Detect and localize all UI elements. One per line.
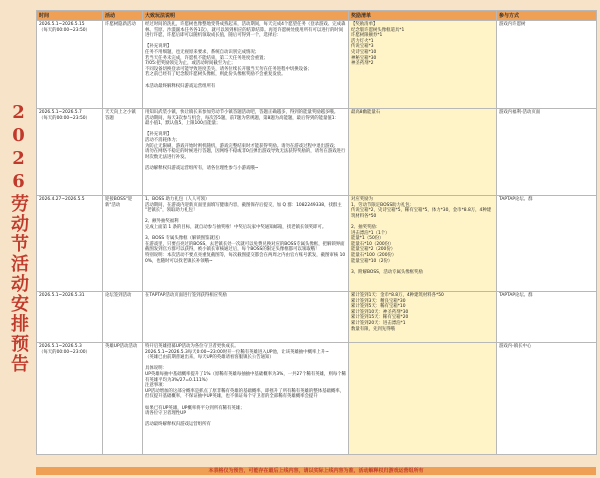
cell-description: 1、BOSS 助力礼包（人人可领） 活动期间，在游戏内迎新页面里面填写健康内容，截图保存后提交，加 Q 群：1082249338，找群主 "老镇长"，领取助力礼包！ 2、额外抽奖福利 完成上面第 1 条的目标，就自动参与抽奖啦！中奖后玩家中奖通知邮箱，找老镇长领奖即可。 3、BOSS 专属头像框（解锁图鉴就送） 在游戏里，只要点亮过的BOSS，去老镇长处一次就可以免费兑换对应的BOSS专属头像框，把解锁界面截图发到官方群可以获得，被小镇长审核通过后，每个BOSS的限定头像框都可以领取哦！ 特别说明：本次活动不要点亮重复截图等，每次截图提交都会在两周之内由官方账号派发，截图审核 100%，也随时可以找老镇长补领哦~ — [143, 196, 349, 292]
cell-activity: 论坛签到活动 — [103, 292, 143, 343]
header-activity: 活动 — [103, 11, 143, 21]
header-participation: 参与方式 — [497, 11, 597, 21]
cell-participation: 游戏内-镇长中心 — [497, 343, 597, 455]
cell-time: 2026.5.1~2026.5.31 — [37, 292, 103, 343]
cell-participation: TAPTAP论坛、群 — [497, 196, 597, 292]
cell-rewards — [349, 343, 497, 455]
cell-participation: TAPTAP论坛、群 — [497, 292, 597, 343]
schedule-table — [36, 10, 597, 455]
side-title-panel — [2, 12, 34, 464]
cell-activity: 天天向上之小镇答题 — [103, 109, 143, 196]
table-row — [37, 21, 597, 109]
cell-time: 2026.5.1~2026.5.7 （每天的00:00~23:50） — [37, 109, 103, 196]
cell-description: 在TAPTAP活动页面进行签到获得相应奖励 — [143, 292, 349, 343]
cell-description: 经过时间的洗礼，许愿树也像整地变得成熟起来，活动期间，每天完成4个愿望任务（登录游戏、完成森林、雪原、沙漠副本任务各1次），就可以领到相应的结算结算。再宽许愿树处使用所有可以进行的时间进行许愿，许愿后即可以随机领取成长值，随后可得到一个，选择后： 【补充说明】 任务不用细题，也无视原来要求，系统自动识别完成情况； 若当天任务未完成，许愿机不能结束，第二天任务进度会重置； 7/05:把奖励领完为止，或活动时间截至为止； 不同设备切换登录可能导致进度丢失，请务位续长开服当天勿在任务进程中切换设备； 若之前已经有了纪念版许愿树头像框，则此份头像框奖励不会重复发放。 本活动最终解释权归游戏运营组所有 — [143, 21, 349, 109]
cell-activity: 英雄UP活动活动 — [103, 343, 143, 455]
cell-participation: 游戏内福利-活动页面 — [497, 109, 597, 196]
cell-activity: 许愿树隐新活动 — [103, 21, 143, 109]
cell-rewards: 对应奖励为 1、劳动节限定BOSS助力礼包： 传说宝箱*2，史诗宝箱*5，稀有宝箱*5，体力*30，金币*8.8万，4种建筑材料各*50 2、抽奖奖励： 进击漂泊*1（1个） 能量*1（50份） 能量石*10（200份） 能量宝箱*2（200份） 能量石*100（200份） 能量宝箱*10（2份） 3、附解BOSS，活动专属头像框奖励 — [349, 196, 497, 292]
table-row — [37, 196, 597, 292]
header-time: 时间 — [37, 11, 103, 21]
cell-participation: 游戏内许愿树 — [497, 21, 597, 109]
cell-time: 2026.5.1~2026.5.3 （每天的00:00~23:00） — [37, 343, 103, 455]
side-title: 2026劳动节活动安排预告 — [8, 102, 29, 374]
cell-rewards: 最高8幽能量石 — [349, 109, 497, 196]
footer-note: 本表格仅为预告，可能存在最后上线内容，请以实际上线内容为准，活动解释权归游戏运营组所有 — [36, 467, 596, 475]
header-rewards: 奖励清单 — [349, 11, 497, 21]
table-row — [37, 292, 597, 343]
table-row — [37, 343, 597, 455]
cell-description: 特开启英雄招募UP活动为各位守卫者更快成长。 2026.5.1~2026.5.3每天0:00~23:00时开一位稀有英雄进入UP池，让该英雄抽中概率上升~ （英雄已由前期普通出来，每天UP的英雄请看客服镇长公告通知） 具体说明： UP英雄每抽中基础概率提升了1%（原稀有英雄每抽抽中基础概率为3%，一共27个稀有英雄，则每个稀有英雄平均为3%/27=0.111%） 注意事项： UP活动增加的这部分概率是抓点了原非稀有英雄的基础概率，即摇升了所有稀有英雄的整体基础概率，但仅提升基础概率，不保证抽中UP英雄，也不保证每个守卫者的全部稀有英雄概率会提升 如果已有UP英雄，UP概率将平分到所有稀有英雄； 请各位守卫者理性UP 活动最终解释权归游戏运营组所有 — [143, 343, 349, 455]
cell-activity: 迎接BOSS"迎新"活动 — [103, 196, 143, 292]
cell-description: 用知识武装小镇，快让镇长来参加劳动节小镇答题活动吧，答题正确越多，得到的能量奖励越多哦。 活动期间，每天3次参与机会，每次答5题，前7题为常规题，第8题为高能题，最后得到的能量值1： 最小值1，默认值5，上限100点能量； 【补充说明】 活动不消耗体力； 为防止无限刷，游戏开始时则机随机，游戏完整结束时才能获得奖励。请勿在游戏过程中退出游戏； 请勿在网络不稳定的时候进行答题，因网络不稳或非0点弹出游戏导致无法获得奖励的，请勿在游戏进行时次数无法进行补发。 活动解释权归游戏运营组所有，请各位理性参与小游戏哦~ — [143, 109, 349, 196]
cell-time: 2026.5.1~2026.5.15 （每天的00:00~23:50） — [37, 21, 103, 109]
header-description: 大致玩法说明 — [143, 11, 349, 21]
cell-rewards: 累计签到1天：金币*8.8万，4种建筑材料各*50 累计签到3天：精良宝箱*30 累计签到5天：稀有宝箱*10 累计签到10天：神圣药剂*30 累计签到15天：稀有宝箱*20 累计签到20天：进击漂泊*1 数量有限，先到先得哦 — [349, 292, 497, 343]
header-row — [37, 11, 597, 21]
table-row — [37, 109, 597, 196]
cell-time: 2026.4.27~2026.5.5 — [37, 196, 103, 292]
cell-rewards: 【奖励清单】 纪念版许愿树头像框道具*1 许愿树限额券*1 活力灯火*1 传说宝箱*3 史诗宝箱*10 神秘宝箱*30 神圣药剂*2 — [349, 21, 497, 109]
